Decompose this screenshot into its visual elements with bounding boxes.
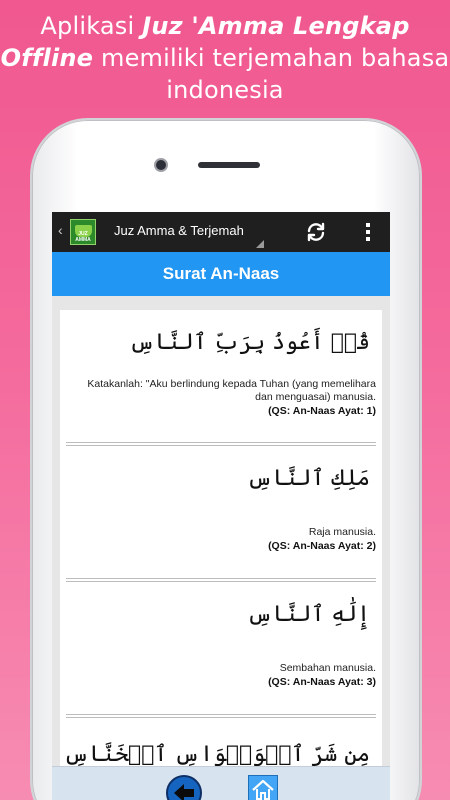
promo-highlight-1: Juz 'Amma Lengkap (142, 12, 410, 40)
app-title[interactable]: Juz Amma & Terjemah (114, 223, 244, 238)
home-icon[interactable] (248, 775, 278, 800)
ayat-reference: (QS: An-Naas Ayat: 1) (268, 405, 376, 417)
overflow-menu-icon[interactable] (356, 220, 380, 244)
logo-text: JUZ AMMA (75, 231, 91, 243)
ayat-translation: Katakanlah: "Aku berlindung kepada Tuhan (yang memelihara dan menguasai) manusia. (87, 378, 376, 403)
ayat-translation-block (72, 526, 376, 553)
ayat-arabic: مِن شَرِّ ٱلۡوَسۡوَاسِ ٱلۡخَنَّاسِ (63, 742, 370, 766)
ayat-arabic: إِلَٰهِ ٱلنَّاسِ (246, 602, 370, 627)
ayat-translation-block (72, 378, 376, 418)
ayat-reference: (QS: An-Naas Ayat: 2) (268, 540, 376, 552)
promo-prefix: Aplikasi (40, 12, 143, 40)
ayat-card (60, 310, 382, 766)
ayat-arabic: قُلۡ أَعُوذُ بِرَبِّ ٱلنَّاسِ (129, 330, 370, 355)
ayat-item-3[interactable] (66, 582, 376, 718)
ayat-translation: Raja manusia. (308, 526, 376, 538)
ayat-arabic: مَلِكِ ٱلنَّاسِ (246, 466, 370, 491)
ayat-item-4[interactable] (63, 718, 376, 766)
bottom-nav-bar (52, 766, 390, 800)
phone-frame (30, 118, 422, 800)
promo-caption (0, 10, 450, 106)
promo-suffix: memiliki terjemahan bahasa indonesia (93, 44, 450, 104)
ayat-list[interactable] (52, 296, 390, 766)
ayat-item-2[interactable] (66, 446, 376, 582)
home-glyph (249, 776, 277, 800)
refresh-icon[interactable] (304, 220, 328, 244)
ayat-translation: Sembahan manusia. (279, 662, 376, 674)
ayat-reference: (QS: An-Naas Ayat: 3) (268, 676, 376, 688)
back-arrow-glyph (168, 777, 200, 800)
back-caret-icon[interactable]: ‹ (58, 222, 63, 238)
ayat-item-1[interactable] (66, 310, 376, 446)
app-logo-icon[interactable] (70, 219, 96, 245)
title-spinner-indicator (256, 240, 264, 248)
earpiece-speaker (198, 162, 260, 168)
ayat-translation-block (72, 662, 376, 689)
front-camera (156, 160, 166, 170)
surah-header: Surat An-Naas (52, 252, 390, 296)
back-arrow-icon[interactable] (166, 775, 202, 800)
action-bar (52, 212, 390, 252)
app-screen (52, 212, 390, 800)
promo-highlight-2: Offline (0, 44, 94, 72)
